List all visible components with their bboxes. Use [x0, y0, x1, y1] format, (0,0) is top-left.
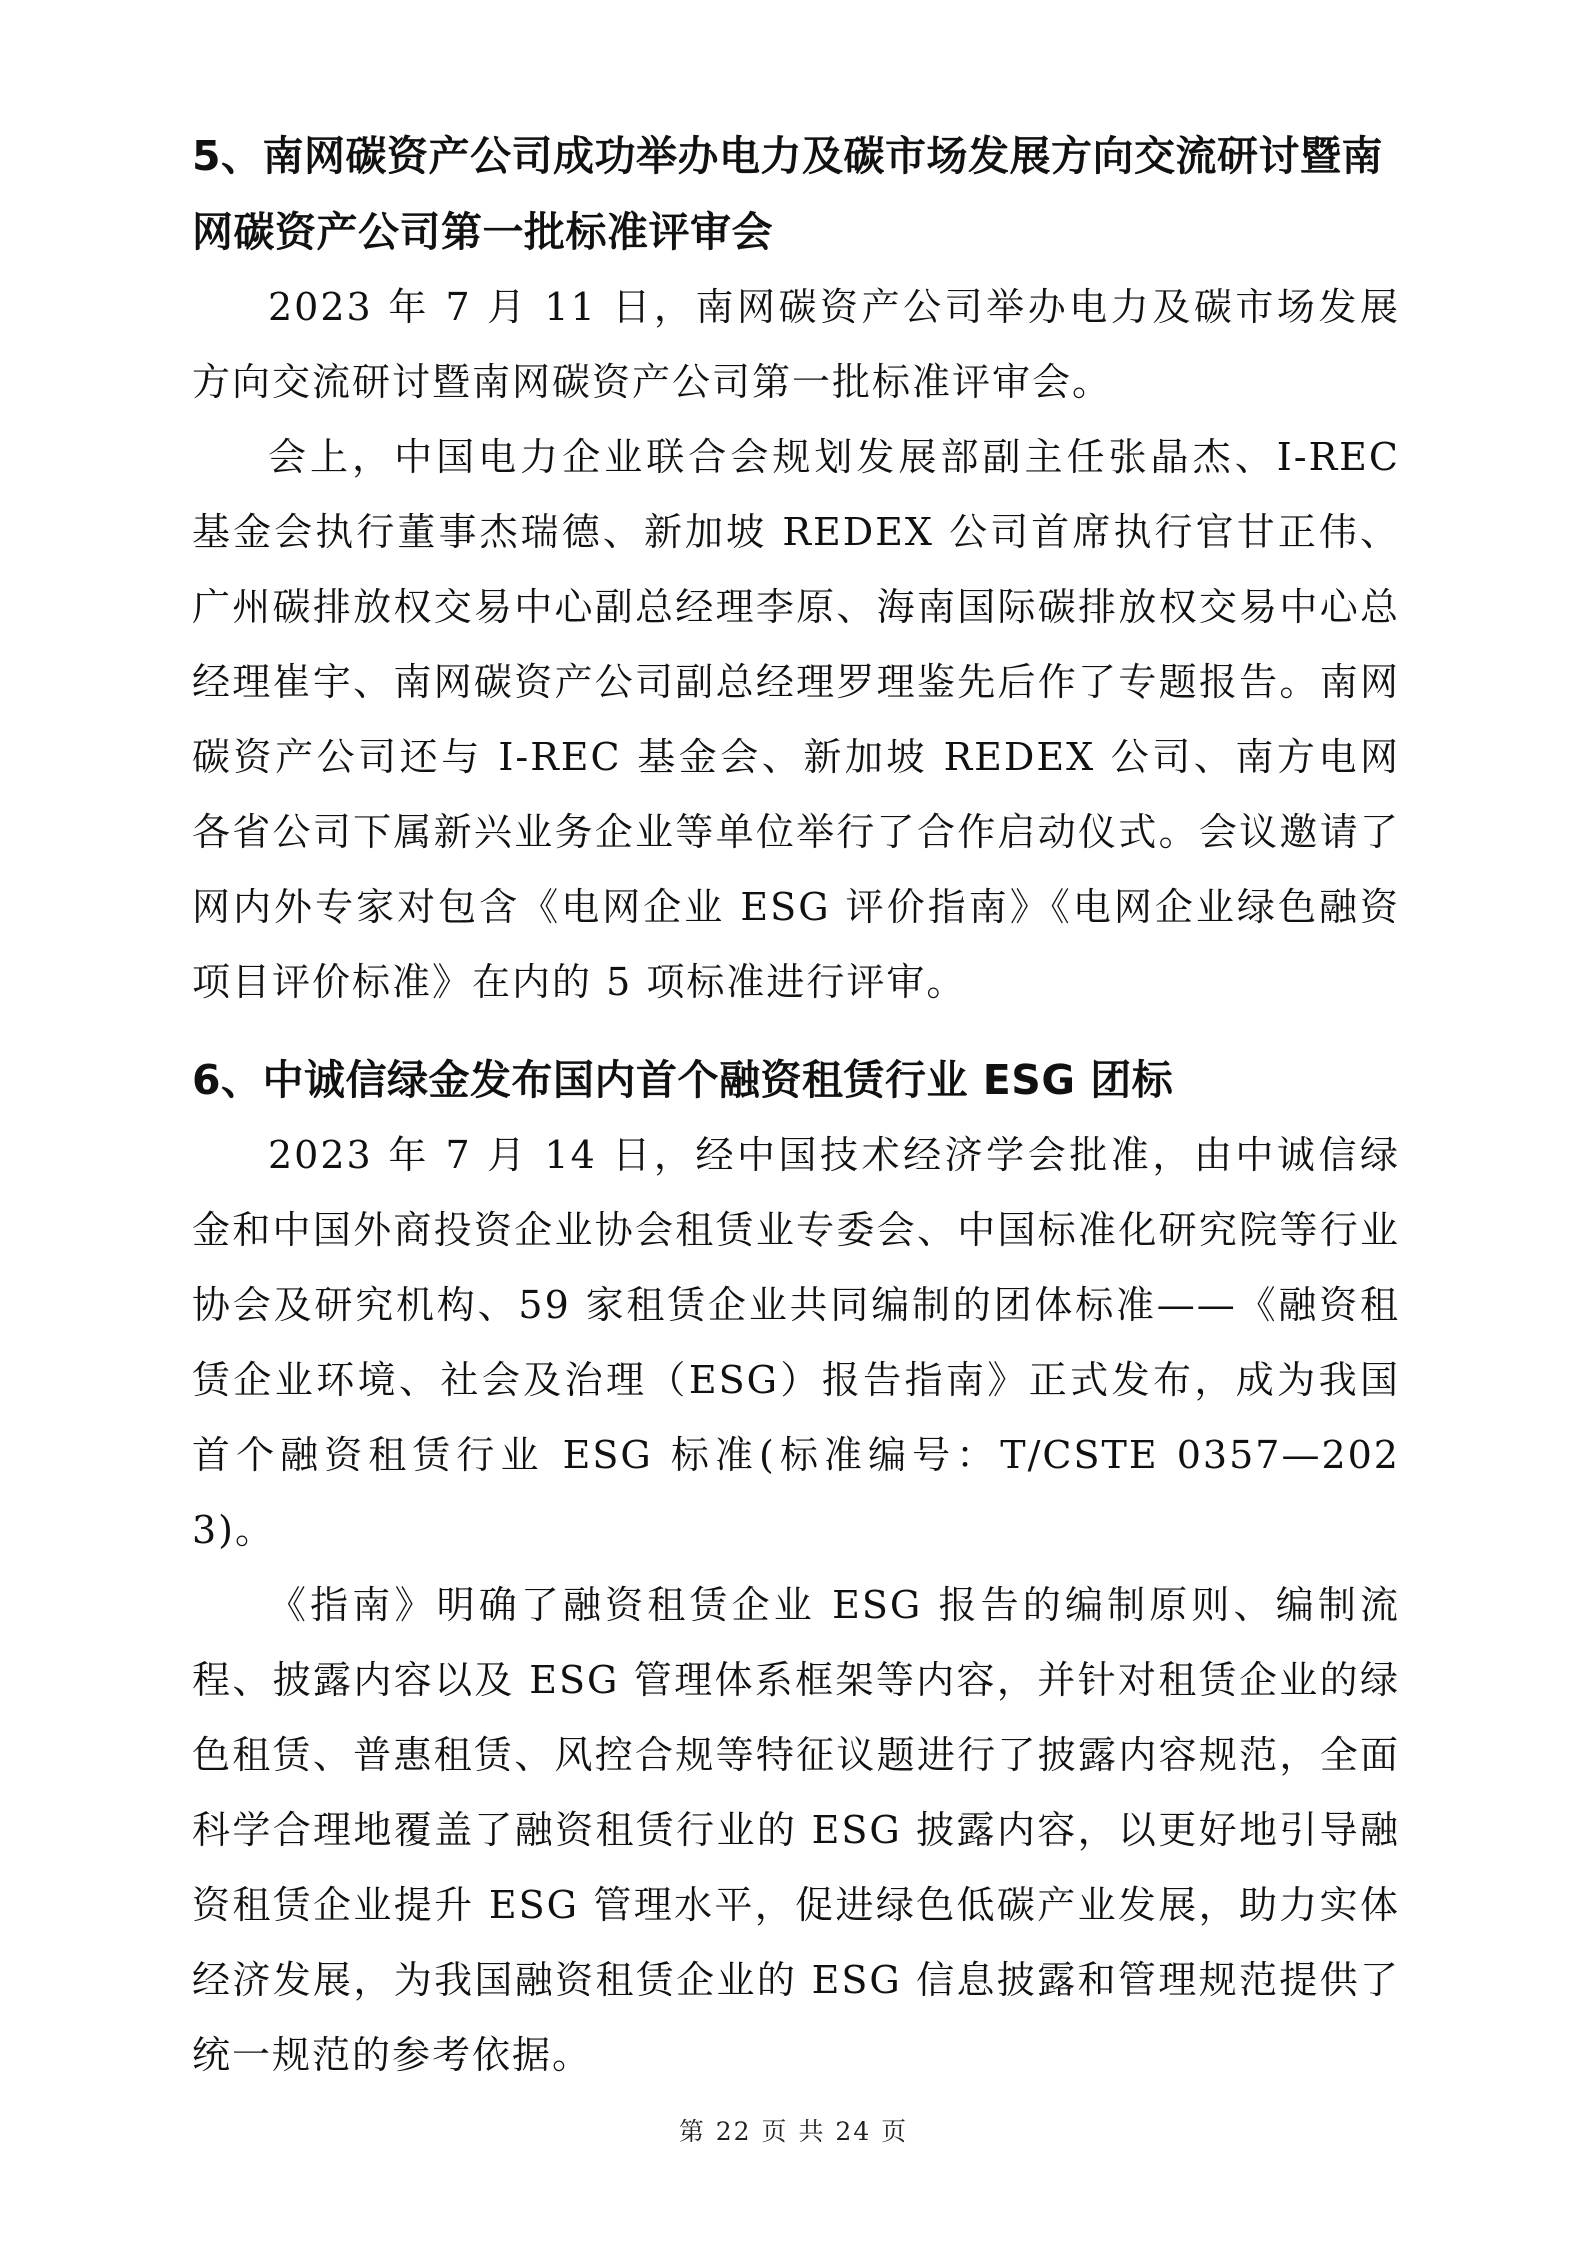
- paragraph: 会上，中国电力企业联合会规划发展部副主任张晶杰、I-REC 基金会执行董事杰瑞德、新加坡 REDEX 公司首席执行官甘正伟、广州碳排放权交易中心副总经理李原、海南国际碳排放权交易中心总经理崔宇、南网碳资产公司副总经理罗理鉴先后作了专题报告。南网碳资产公司还与 I-REC 基金会、新加坡 REDEX 公司、南方电网各省公司下属新兴业务企业等单位举行了合作启动仪式。会议邀请了网内外专家对包含《电网企业 ESG 评价指南》《电网企业绿色融资项目评价标准》在内的 5 项标准进行评审。: [192, 435, 1400, 1004]
- page-footer: 第 22 页 共 24 页: [678, 2117, 909, 2146]
- section-title: 6、中诚信绿金发布国内首个融资租赁行业 ESG 团标: [192, 1056, 1174, 1104]
- paragraph: 2023 年 7 月 11 日，南网碳资产公司举办电力及碳市场发展方向交流研讨暨南网碳资产公司第一批标准评审会。: [192, 285, 1400, 404]
- page-content: [192, 118, 1400, 2093]
- section-5: [192, 118, 1400, 1020]
- paragraph: 2023 年 7 月 14 日，经中国技术经济学会批准，由中诚信绿金和中国外商投资企业协会租赁业专委会、中国标准化研究院等行业协会及研究机构、59 家租赁企业共同编制的团体标准——《融资租赁企业环境、社会及治理（ESG）报告指南》正式发布，成为我国首个融资租赁行业 ESG 标准(标准编号：T/CSTE 0357—2023)。: [192, 1133, 1400, 1552]
- paragraph: 《指南》明确了融资租赁企业 ESG 报告的编制原则、编制流程、披露内容以及 ESG 管理体系框架等内容，并针对租赁企业的绿色租赁、普惠租赁、风控合规等特征议题进行了披露内容规范，全面科学合理地覆盖了融资租赁行业的 ESG 披露内容，以更好地引导融资租赁企业提升 ESG 管理水平，促进绿色低碳产业发展，助力实体经济发展，为我国融资租赁企业的 ESG 信息披露和管理规范提供了统一规范的参考依据。: [192, 1583, 1400, 2077]
- section-6: [192, 1042, 1400, 2093]
- section-title: 5、南网碳资产公司成功举办电力及碳市场发展方向交流研讨暨南网碳资产公司第一批标准评审会: [192, 132, 1384, 256]
